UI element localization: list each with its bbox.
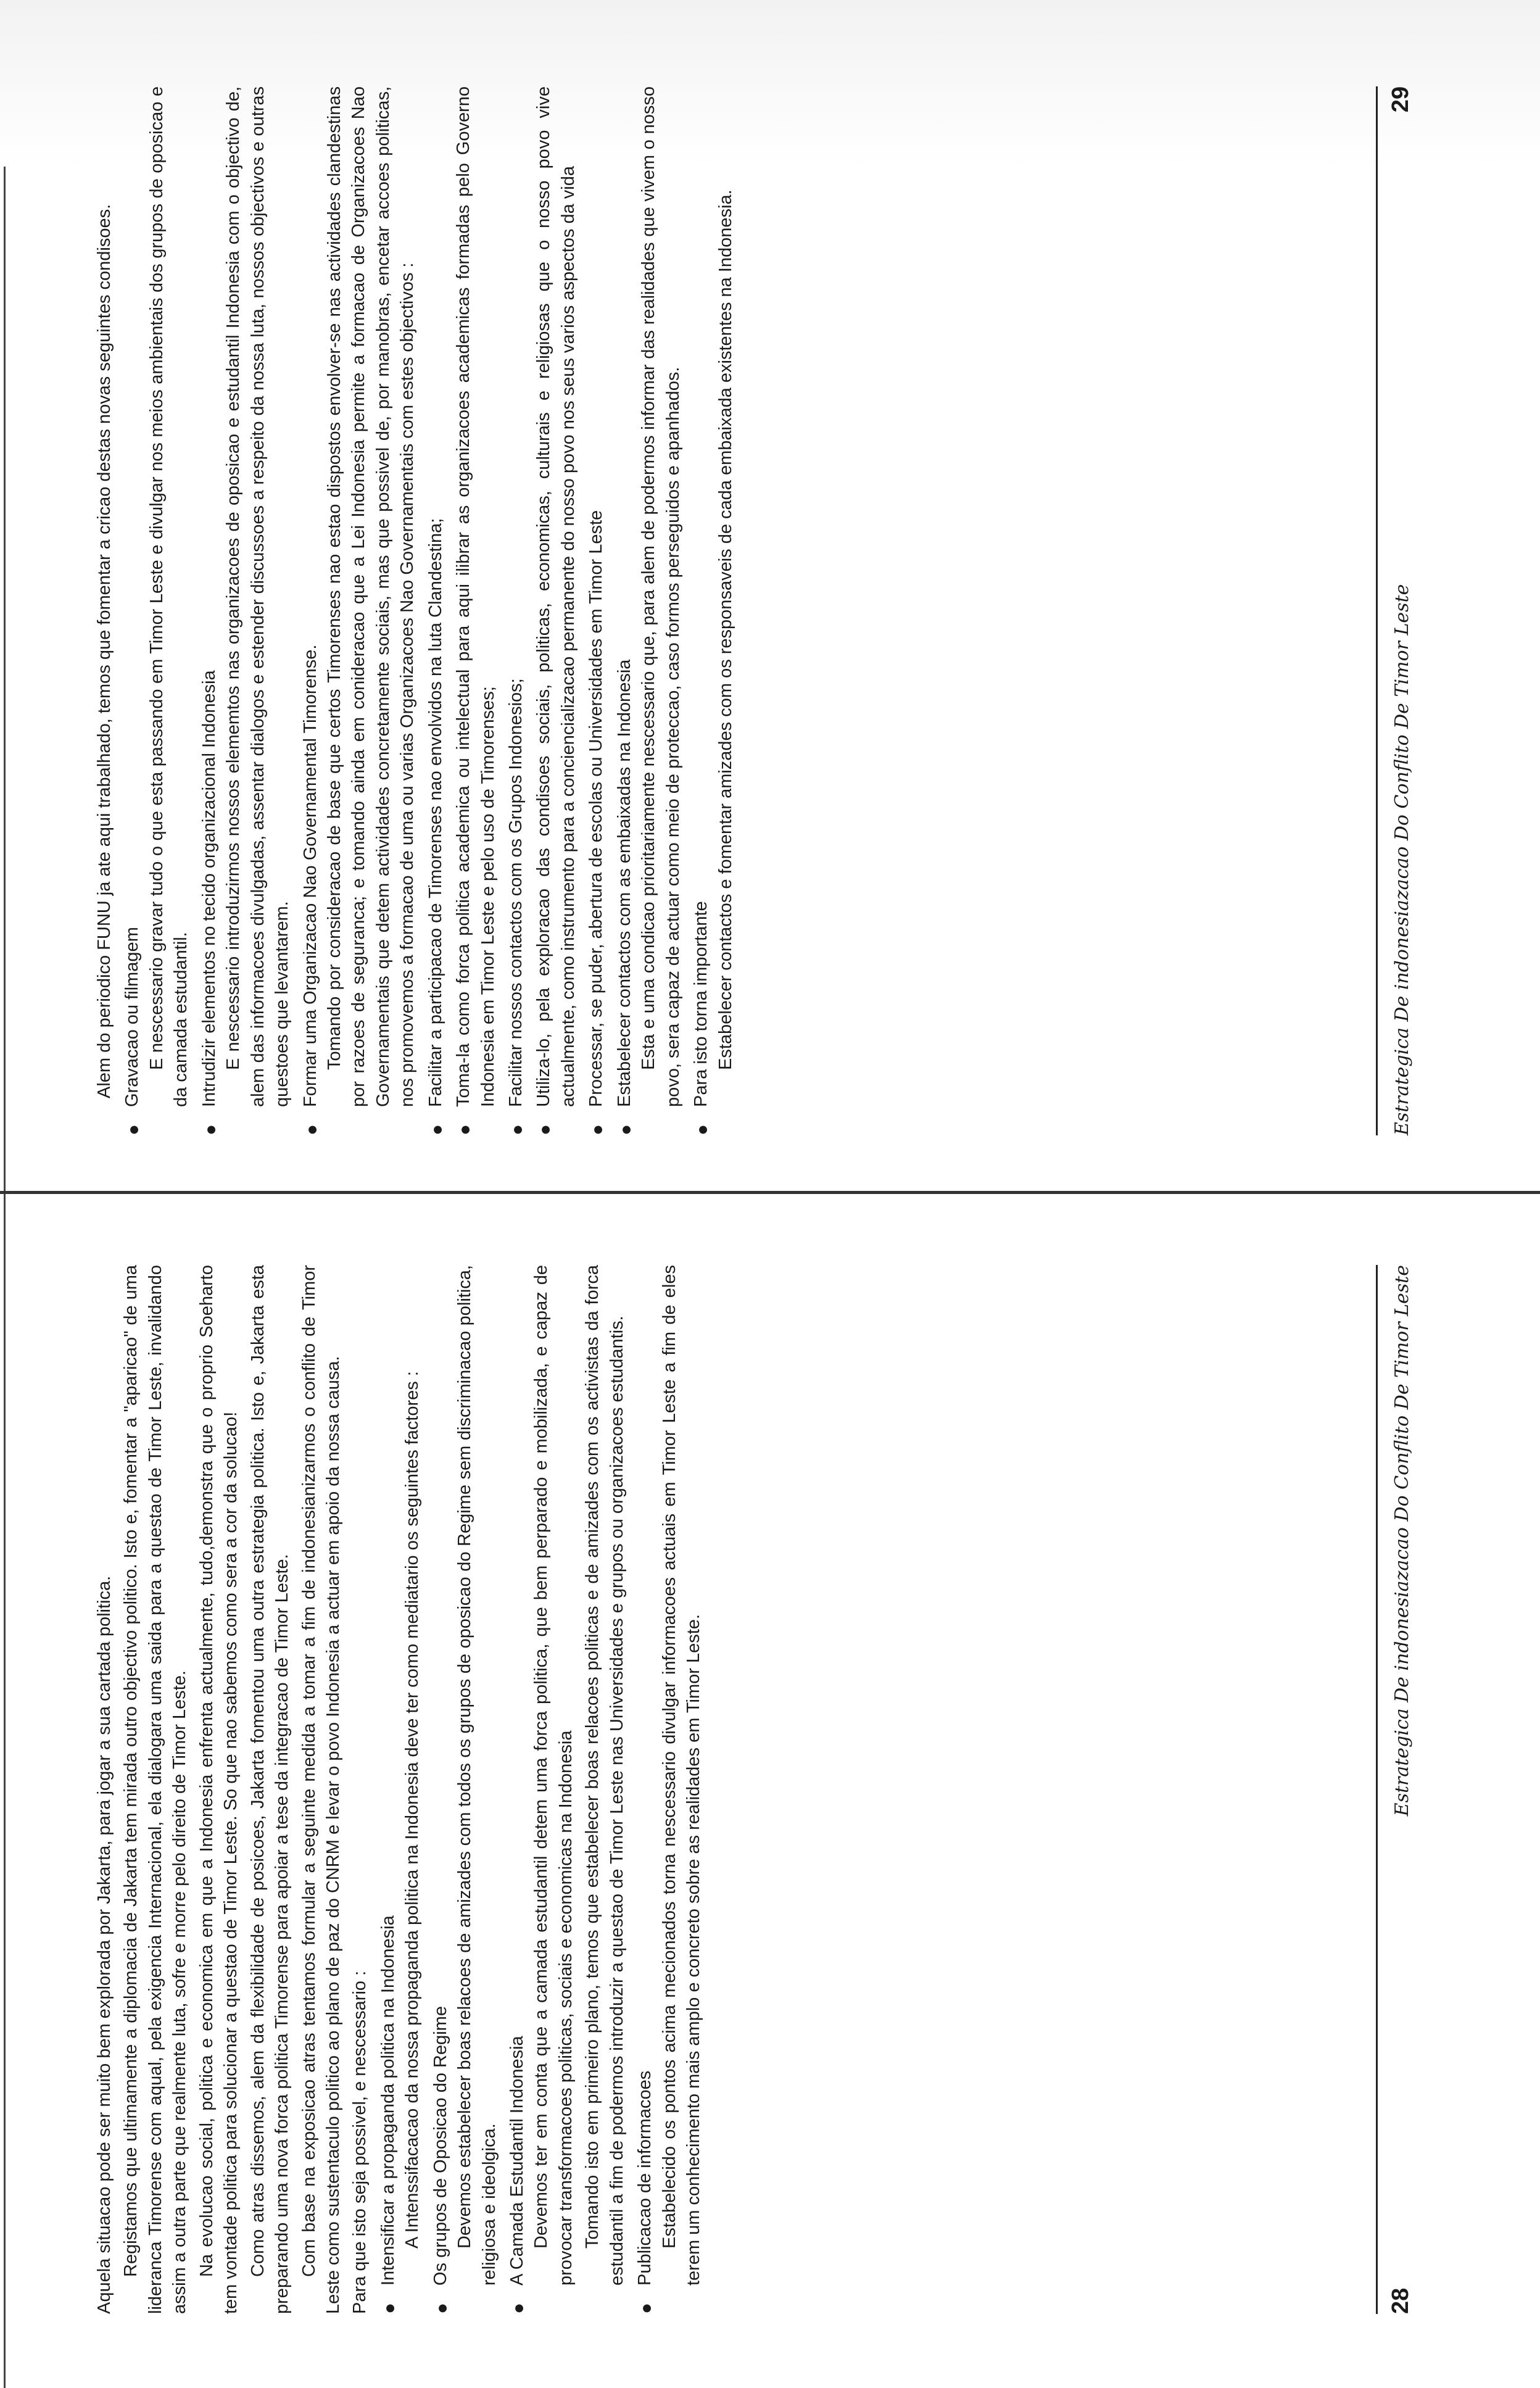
bullet-dot-icon: ● [455, 1124, 476, 1135]
paragraph: Como atras dissemos, alem da flexibilidade de posicoes, Jakarta fomentou uma outra estrategia politica. Isto e, Jakarta esta preparando uma nova forca politica Timorense para apoiar a tese da integracao de Timor Leste. [247, 1265, 292, 2314]
paragraph: Na evolucao social, politica e economica em que a Indonesia enfrenta actualmente, tudo,demonstra que o proprio Soeharto tem vontade politica para solucionar a questao de Timor Leste. So que nao sabemos como sera a cor da solucao! [196, 1265, 241, 2314]
bullet-dot-icon: ● [615, 1124, 636, 1135]
list-item [504, 86, 528, 1135]
running-title: Estrategica De indonesiazacao Do Conflito De Timor Leste [1391, 1265, 1413, 1817]
bullet-dot-icon: ● [508, 2302, 529, 2314]
list-item-label: Estabelecer contactos com as embaixadas na Indonesia [614, 659, 634, 1107]
paragraph: Tomando isto em primeiro plano, temos que estabelecer boas relacoes politicas e de amizades com os activistas da forca estudantil a fim de podermos introduzir a questao de Timor Leste nas Universidades e grupos ou organizacoes estudantis. [582, 1265, 627, 2286]
list-item-label: Para isto torna importante [691, 901, 711, 1107]
list-item [613, 86, 685, 1135]
list-item-label: Processar, se puder, abertura de escolas ou Universidades em Timor Leste [586, 510, 606, 1107]
paragraph: Devemos ter em conta que a camada estudantil detem uma forca politica, que bem perparado e mobilizada, e capaz de provocar transformacoes politicas, sociais e economicas na Indonesia [531, 1265, 576, 2286]
bullet-dot-icon: ● [431, 2302, 452, 2314]
paragraph: Esta e uma condicao prioritariamente nescessario que, para alem de podermos informar das realidades que vivem o nosso povo, sera capaz de actuar como meio de proteccao, caso formos perseguidos e apanhados. [639, 86, 683, 1107]
list-item [120, 86, 193, 1135]
list-item-label: Utiliza-lo, pela exploracao das condisoes sociais, politicas, economicas, culturais e religiosas que o nosso povo vive actualmente, como instrumento para a conciencializacao permanente do nosso povo nos seus varios aspectos da vida [534, 86, 578, 1107]
bullet-dot-icon: ● [379, 2302, 400, 2314]
list-item [299, 86, 420, 1135]
paragraph: A Intenssifacacao da nossa propaganda politica na Indonesia deve ter como mediatario os seguintes factores : [402, 1371, 423, 2249]
bullet-dot-icon: ● [507, 1124, 528, 1135]
list-item-label: Formar uma Organizacao Nao Governamental Timorense. [300, 644, 320, 1107]
page-footer [1376, 1265, 1417, 2314]
paragraph: Tomando por consideracao de base que certos Timorenses nao estao dispostos envolver-se nas actividades clandestinas por razoes de seguranca; e tomando ainda em conideracao que a Lei Indonesia permite a formacao de Organizacoes Nao Governamentais que detem actividades concretamente sociais, mas que possivel de, por manobras, encetar accoes politicas, nos promovemos a formacao de uma ou varias Organizacoes Nao Governamentais com estes objectivos : [324, 86, 418, 1107]
list-item-label: Facilitar nossos contactos com os Grupos Indonesios; [506, 678, 526, 1107]
paragraph: E nescessario gravar tudo o que esta passando em Timor Leste e divulgar nos meios ambientais dos grupos de oposicao e da camada estudantil. [146, 86, 191, 1107]
list-item-label: Intensificar a propaganda politica na Indonesia [378, 1915, 398, 2286]
book-fold-divider [0, 1191, 1540, 1194]
running-title: Estrategica De indonesiazacao Do Conflito De Timor Leste [1391, 584, 1413, 1135]
bullet-list [376, 1265, 706, 2314]
bullet-dot-icon: ● [426, 1124, 447, 1135]
list-item [429, 1265, 502, 2314]
list-item [532, 86, 581, 1135]
paragraph: Aquela situacao pode ser muito bem explorada por Jakarta, para jogar a sua cartada politica. [94, 1575, 114, 2314]
list-item-label: Intrudizir elementos no tecido organizacional Indonesia [199, 670, 219, 1107]
list-item-label: Toma-la como forca politica academica ou intelectual para aqui ilibrar as organizacoes academicas formadas pelo Governo Indonesia em Timor Leste e pelo uso de Timorenses; [453, 86, 498, 1107]
bullet-dot-icon: ● [301, 1124, 322, 1135]
page-number: 29 [1388, 86, 1414, 113]
scan-edge-line [4, 0, 6, 2388]
list-item [633, 1265, 706, 2314]
bullet-dot-icon: ● [587, 1124, 608, 1135]
list-item-label: A Camada Estudantil Indonesia [507, 2036, 527, 2286]
paragraph: Alem do periodico FUNU ja ate aqui trabalhado, temos que fomentar a cricao destas novas seguintes condisoes. [94, 204, 114, 1098]
list-item [376, 1265, 425, 2314]
list-item [197, 86, 295, 1135]
paragraph: Estabelecido os pontos acima mecionados torna nescessario divulgar informacoes actuais em Timor Leste a fim de eles terem um conhecimento mais amplo e concreto sobre as realidades em Timor Leste. [659, 1265, 704, 2286]
paragraph: E nescessario introduzirmos nossos elememtos nas organizacoes de oposicao e estudantil Indonesia com o objectivo de, alem das informacoes divulgadas, assentar dialogos e estender discussoes a respeito da nossa luta, nossos objectivos e outras questoes que levantarem. [223, 86, 292, 1107]
bullet-dot-icon: ● [200, 1124, 221, 1135]
page-number: 28 [1388, 2287, 1414, 2314]
list-item-label: Facilitar a participacao de Timorenses nao envolvidos na luta Clandestina; [425, 518, 445, 1107]
paragraph: Registamos que ultimamente a diplomacia de Jakarta tem mirada outro objectivo politico. Isto e, fomentar a "aparicao" de uma lideranca Timorense com aqual, pela exigencia Internacional, ela dialogara uma saida para a questao de Timor Leste, invalidando assim a outra parte que realmente luta, sofre e morre pelo direito de Timor Leste. [121, 1265, 190, 2314]
list-item [689, 86, 738, 1135]
list-item-label: Publicacao de informacoes [635, 2070, 655, 2286]
list-item [424, 86, 448, 1135]
paragraph: Para que isto seja possivel, e nescessario : [350, 1970, 370, 2314]
list-item-label: Os grupos de Oposicao do Regime [430, 2006, 450, 2286]
page-29 [93, 86, 1438, 1135]
bullet-dot-icon: ● [123, 1124, 144, 1135]
list-item [452, 86, 500, 1135]
paragraph: Estabelecer contactos e fomentar amizades com os responsaveis de cada embaixada existentes na Indonesia. [715, 189, 735, 1070]
bullet-dot-icon: ● [636, 2302, 657, 2314]
bullet-list [120, 86, 738, 1135]
list-item [505, 1265, 629, 2314]
page-28 [93, 1265, 1438, 2314]
bullet-dot-icon: ● [535, 1124, 556, 1135]
page-footer [1376, 86, 1417, 1135]
bullet-dot-icon: ● [692, 1124, 713, 1135]
list-item-label: Gravacao ou filmagem [122, 927, 143, 1107]
paragraph: Com base na exposicao atras tentamos formular a seguinte medida a tomar a fim de indonesianizarmos o conflito de Timor Leste como sustentaculo politico ao plano de paz do CNRM e levar o povo Indonesia a actuar em apoio da nossa causa. [299, 1265, 343, 2314]
paragraph: Devemos estabelecer boas relacoes de amizades com todos os grupos de oposicao do Regime sem discriminacao politica, religiosa e ideolgica. [455, 1265, 499, 2286]
list-item [584, 86, 608, 1135]
